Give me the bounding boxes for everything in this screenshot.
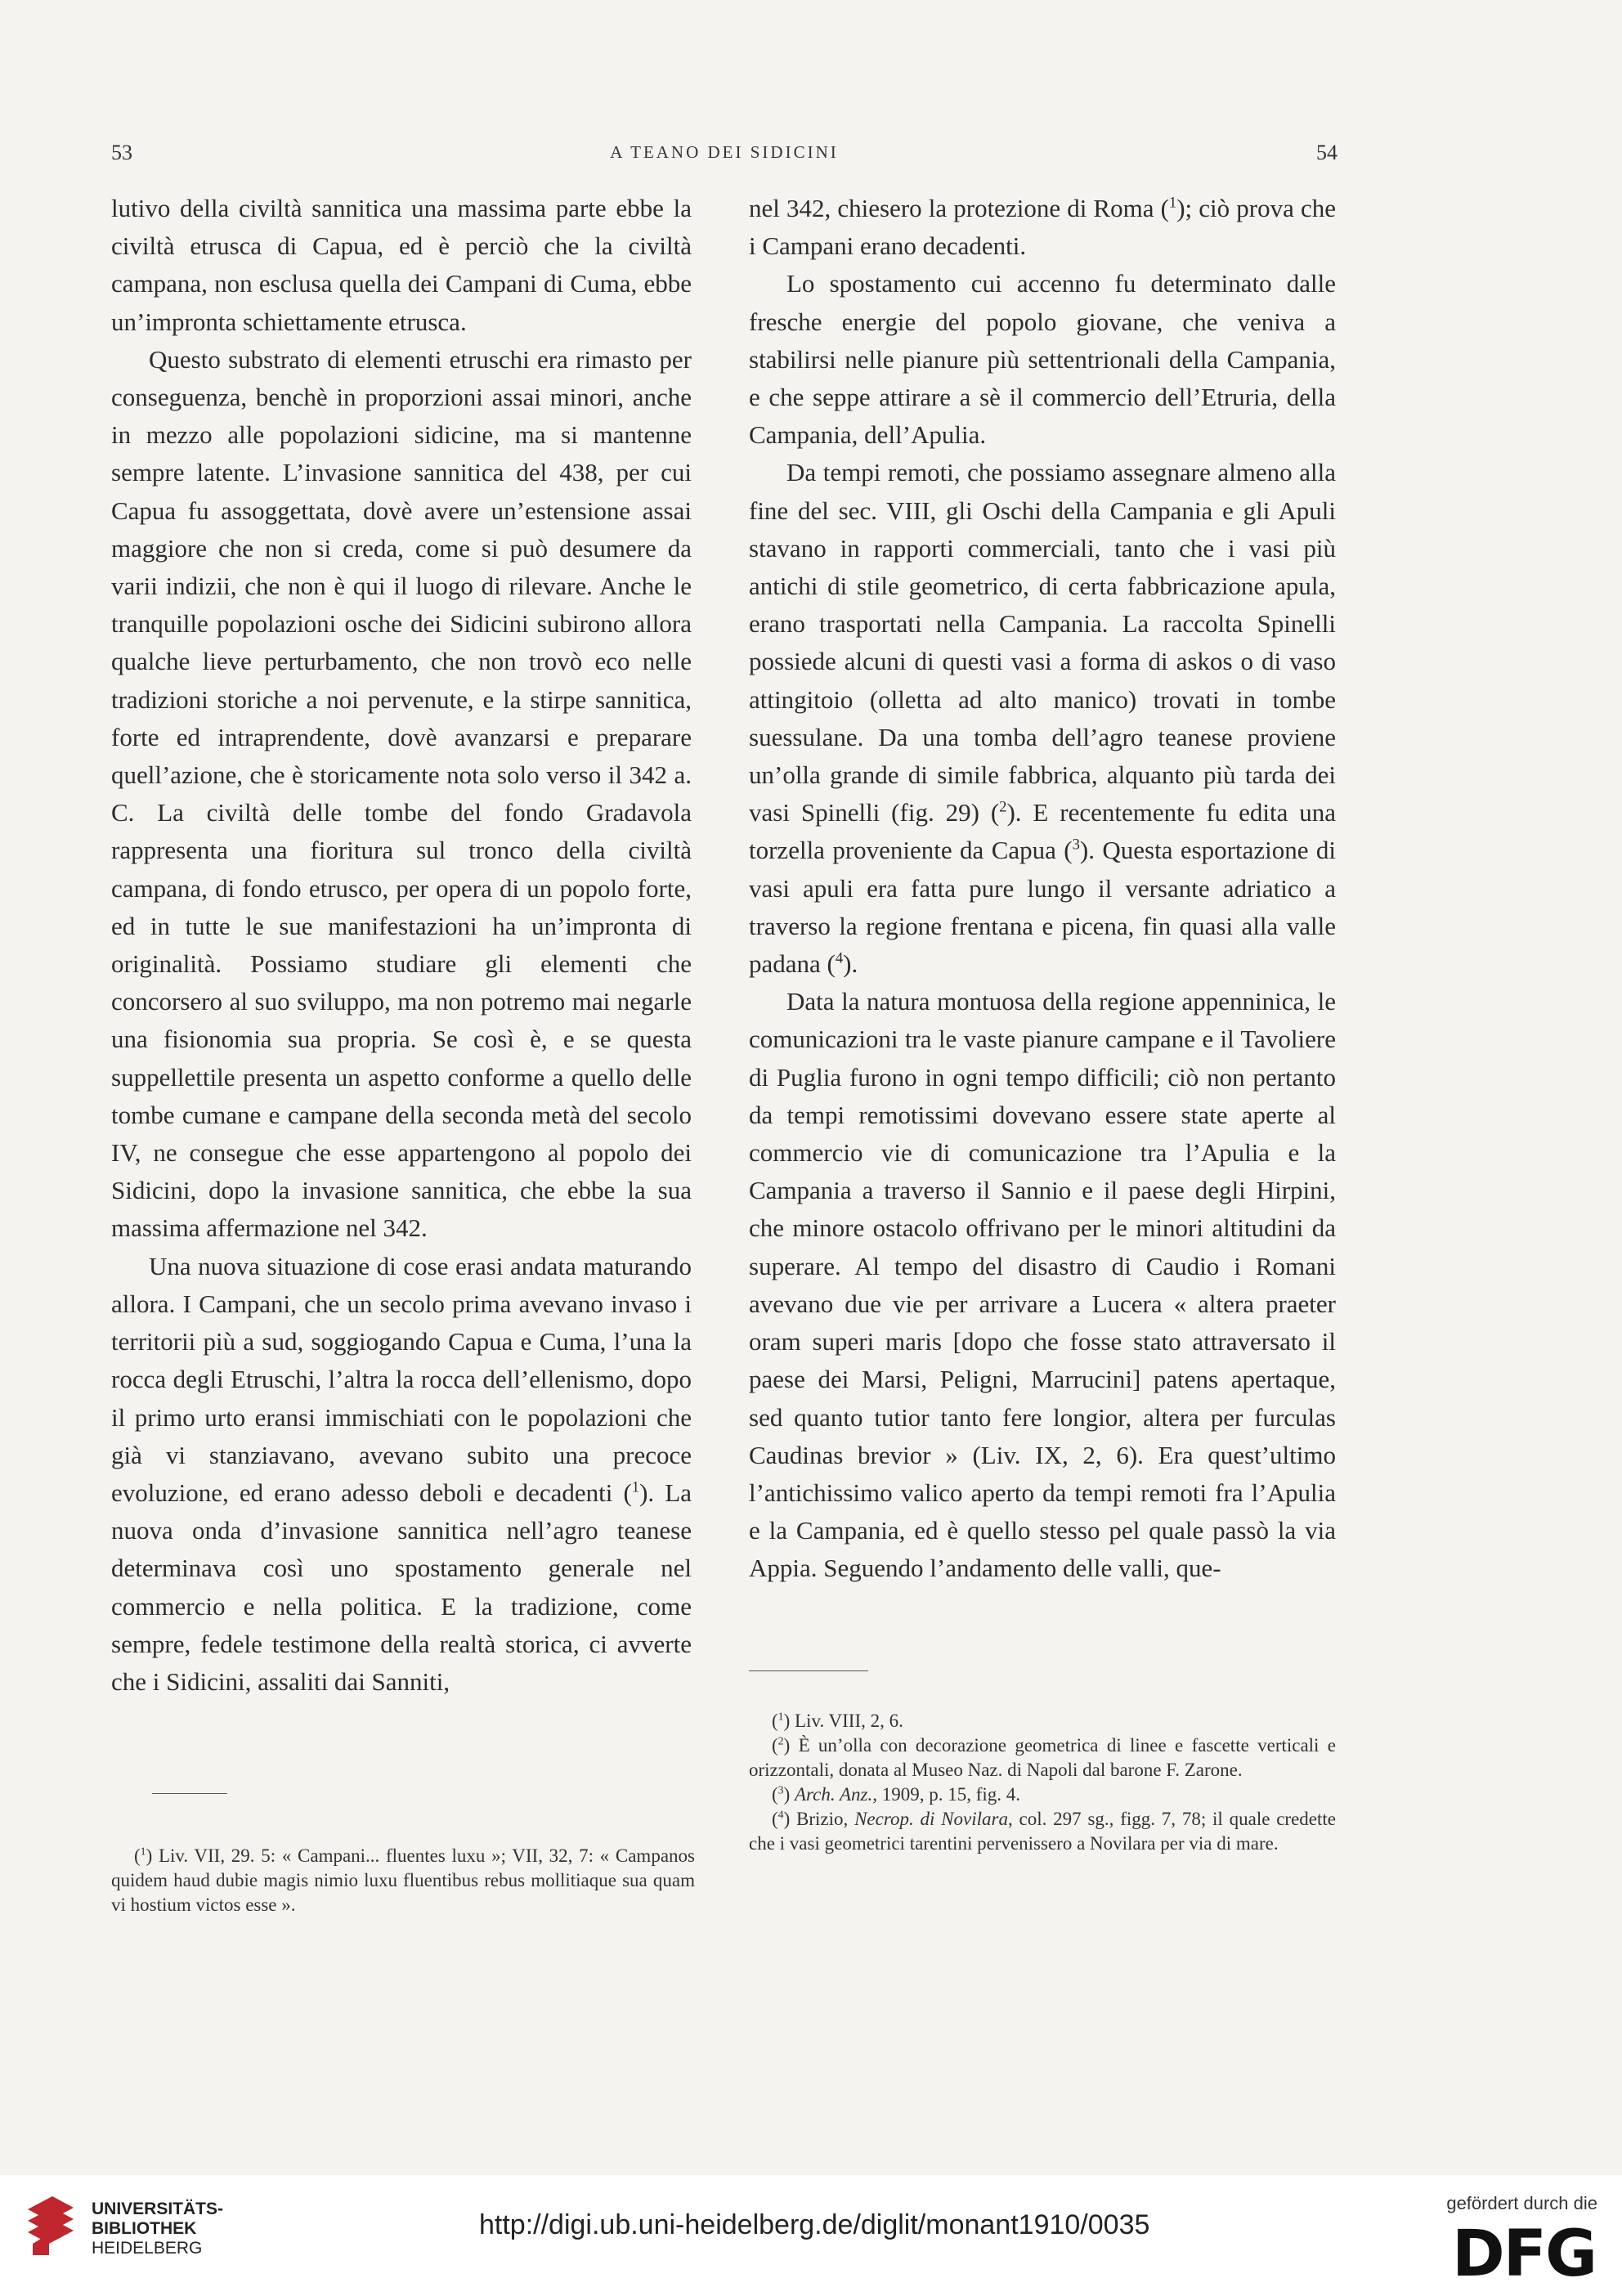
- left-paragraph-3: [111, 1248, 692, 1701]
- footnote-1-right: ($^1$) Liv. VIII, 2, 6.: [772, 1710, 903, 1731]
- footnote-3-right: ($^3$) Arch. Anz., 1909, p. 15, fig. 4.: [772, 1783, 1021, 1805]
- left-column: [111, 190, 692, 1701]
- footnote-mark: 3: [777, 1783, 784, 1796]
- left-paragraph-2: Questo substrato di elementi etruschi era rimasto per conseguenza, benchè in proporzioni assai minori, anche in mezzo alle popolazioni sidicine, ma si mantenne sempre latente. L’invasione sannitica del 438, per cui Capua fu assoggettata, dovè avere un’estensione assai maggiore che non si creda, come si può desumere da varii indizii, che non è qui il luogo di rilevare. Anche le tranquille popolazioni osche dei Sidicini subirono allora qualche lieve perturbamento, che non trovò eco nelle tradizioni storiche a noi pervenute, e la stirpe sannitica, forte ed intraprendente, dovè avanzarsi e preparare quell’azione, che è storicamente nota solo verso il 342 a. C. La civiltà delle tombe del fondo Gradavola rappresenta una fioritura sul tronco della civiltà campana, di fondo etrusco, per opera di un popolo forte, ed in tutte le sue manifestazioni ha un’impronta di originalità. Possiamo studiare gli elementi che concorsero al suo sviluppo, ma non potremo mai negarle una fisionomia sua propria. Se così è, e se questa suppellettile presenta un aspetto conforme a quello delle tombe cumane e campane della seconda metà del secolo IV, ne consegue che esse appartengono al popolo dei Sidicini, dopo la invasione sannitica, che ebbe la sua massima affermazione nel 342.: [111, 344, 692, 1243]
- right-column: [749, 190, 1336, 1588]
- footnote-ref: 1: [631, 1478, 640, 1496]
- footnote-divider-left: [152, 1793, 227, 1794]
- footnote-ref: 4: [835, 949, 844, 967]
- footnote-text: Liv. VIII, 2, 6.: [795, 1711, 903, 1731]
- footnote-text: Brizio,: [796, 1809, 855, 1829]
- footnote-ref: 2: [999, 798, 1007, 816]
- footnote-text: , 1909, p. 15, fig. 4.: [872, 1784, 1021, 1805]
- text-span: ); ciò prova che i Campani erano decadenti.: [749, 194, 1336, 261]
- funding-label: gefördert durch die: [1446, 2193, 1597, 2213]
- viewer-footer: [0, 2175, 1622, 2296]
- footnote-divider-right: [749, 1670, 868, 1671]
- footnote-1-left: ($^1$) Liv. VII, 29. 5: « Campani... fluentes luxu »; VII, 32, 7: « Campanos quidem haud dubie magis nimio luxu fluentibus rebus mollitiaque sua quam vi hostium victos esse ».: [111, 1845, 695, 1915]
- page-number-left: 53: [111, 141, 132, 164]
- text-span: nel 342, chiesero la protezione di Roma (: [749, 194, 1169, 222]
- footnotes-left: [111, 1844, 695, 1917]
- library-name-line3: HEIDELBERG: [92, 2239, 203, 2258]
- right-paragraph-3: [749, 454, 1336, 983]
- page-number-right: 54: [1316, 141, 1337, 164]
- right-paragraph-1: [749, 190, 1336, 265]
- footnote-mark: 1: [777, 1710, 784, 1723]
- footnote-mark: 2: [777, 1734, 784, 1747]
- dfg-logo: DFG: [1451, 2218, 1596, 2291]
- text-span: Da tempi remoti, che possiamo assegnare almeno alla fine del sec. VIII, gli Oschi della Campania e gli Apuli stavano in rapporti commerciali, tanto che i vasi più antichi di stile geometrico, di certa fabbricazione apula, erano trasportati nella Campania. La raccolta Spinelli possiede alcuni di questi vasi a forma di askos o di vaso attingitoio (olletta ad alto manico) trovati in tombe suessulane. Da una tomba dell’agro teanese proviene un’olla grande di simile fabbrica, alquanto più tarda dei vasi Spinelli (fig. 29) (: [749, 458, 1336, 827]
- text-span: ). E recentemente fu edita una torzella proveniente da Capua (: [749, 798, 1336, 865]
- permalink-url[interactable]: http://digi.ub.uni-heidelberg.de/diglit/monant1910/0035: [479, 2209, 1150, 2240]
- footnote-4-right: ($^4$) Brizio, Necrop. di Novilara, col. 297 sg., figg. 7, 78; il quale credette che i vasi geometrici tarentini pervenissero a Novilara per via di mare.: [749, 1808, 1336, 1854]
- text-span: Una nuova situazione di cose erasi andata maturando allora. I Campani, che un secolo prima avevano invaso i territorii più a sud, soggiogando Capua e Cuma, l’una la rocca degli Etruschi, l’altra la rocca dell’ellenismo, dopo il primo urto eransi immischiati con le popolazioni che già vi stanziavano, avevano subito una precoce evoluzione, ed erano adesso deboli e decadenti (: [111, 1251, 692, 1507]
- footnote-italic: Necrop. di Novilara: [854, 1809, 1008, 1829]
- left-paragraph-1: lutivo della civiltà sannitica una massima parte ebbe la civiltà etrusca di Capua, ed è perciò che la civiltà campana, non esclusa quella dei Campani di Cuma, ebbe un’impronta schiettamente etrusca.: [111, 194, 692, 336]
- footnote-text: , col. 297 sg., figg. 7, 78; il quale credette che i vasi geometrici tarentini pervenissero a Novilara per via di mare.: [749, 1809, 1336, 1854]
- right-paragraph-4: Data la natura montuosa della regione appenninica, le comunicazioni tra le vaste pianure campane e il Tavoliere di Puglia furono in ogni tempo difficili; ciò non pertanto da tempi remotissimi dovevano essere state aperte al commercio vie di comunicazione tra l’Apulia e la Campania a traverso il Sannio e il paese degli Hirpini, che minore ostacolo offrivano per le minori altitudini da superare. Al tempo del disastro di Caudio i Romani avevano due vie per arrivare a Lucera « altera praeter oram superi maris [dopo che fosse stato attraversato il paese dei Marsi, Peligni, Marrucini] patens apertaque, sed quanto tutior tanto fere longior, altera per furculas Caudinas brevior » (Liv. IX, 2, 6). Era quest’ultimo l’antichissimo valico aperto da tempi remoti fra l’Apulia e la Campania, ed è quello stesso pel quale passò la via Appia. Seguendo l’andamento delle valli, que-: [749, 987, 1336, 1583]
- library-name: [92, 2200, 223, 2258]
- footnote-italic: Arch. Anz.: [795, 1784, 873, 1805]
- library-name-line1: UNIVERSITÄTS-: [92, 2200, 224, 2218]
- footnote-text: È un’olla con decorazione geometrica di linee e fascette verticali e orizzontali, donata al Museo Naz. di Napoli dal barone F. Zarone.: [749, 1735, 1336, 1780]
- footnote-mark: 1: [140, 1845, 146, 1858]
- footnote-ref: 3: [1072, 836, 1080, 854]
- text-span: ). La nuova onda d’invasione sannitica nell’agro teanese determinava così uno spostamento generale nel commercio e nella politica. E la tradizione, come sempre, fedele testimone della realtà storica, ci avverte che i Sidicini, assaliti dai Sanniti,: [111, 1478, 692, 1696]
- text-span: ).: [843, 949, 858, 979]
- footnote-2-right: ($^2$) È un’olla con decorazione geometrica di linee e fascette verticali e orizzontali, donata al Museo Naz. di Napoli dal barone F. Zarone.: [749, 1734, 1336, 1780]
- footnote-text: Liv. VII, 29. 5: « Campani... fluentes luxu »; VII, 32, 7: « Campanos quidem haud dubie magis nimio luxu fluentibus rebus mollitiaque sua quam vi hostium victos esse ».: [111, 1845, 695, 1915]
- library-name-line2: BIBLIOTHEK: [92, 2219, 197, 2238]
- library-logo-icon: [21, 2193, 78, 2258]
- footnote-ref: 1: [1168, 194, 1177, 212]
- footnotes-right: [749, 1709, 1336, 1856]
- footnote-mark: 4: [777, 1808, 784, 1821]
- running-title: A TEANO DEI SIDICINI: [610, 142, 839, 162]
- text-span: ). Questa esportazione di vasi apuli era fatta pure lungo il versante adriatico a traverso la regione frentana e picena, fin quasi alla valle padana (: [749, 836, 1336, 979]
- running-header: [111, 141, 1337, 173]
- right-paragraph-2: Lo spostamento cui accenno fu determinato dalle fresche energie del popolo giovane, che veniva a stabilirsi nelle pianure più settentrionali della Campania, e che seppe attirare a sè il commercio dell’Etruria, della Campania, dell’Apulia.: [749, 269, 1336, 450]
